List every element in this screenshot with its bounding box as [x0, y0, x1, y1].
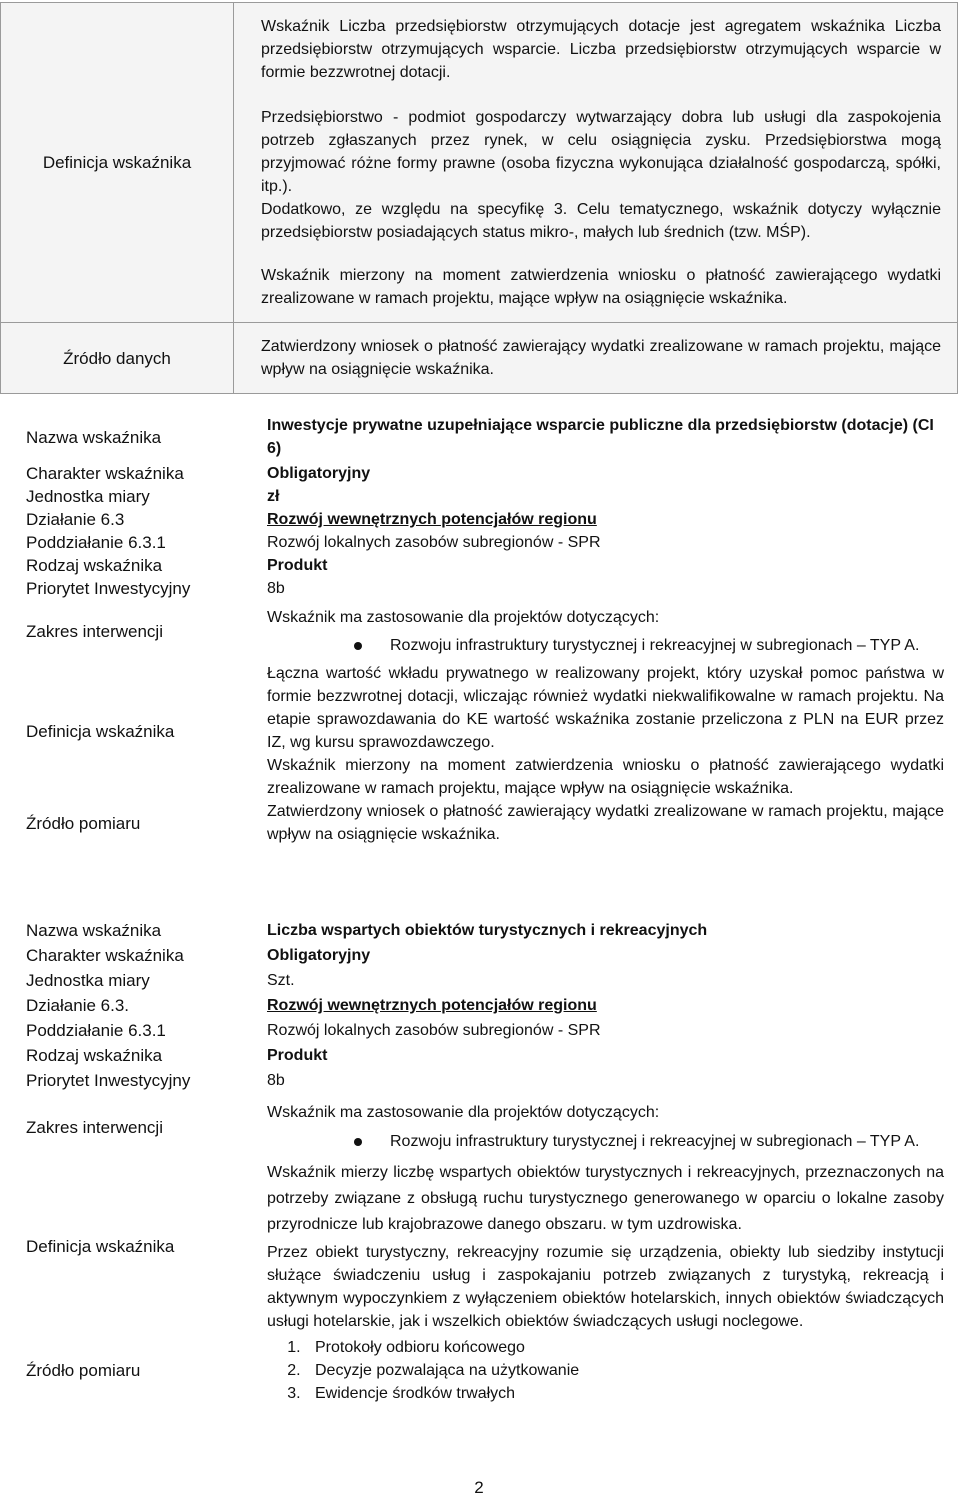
- row-name: [0, 919, 958, 942]
- row-value: Szt.: [267, 972, 295, 989]
- list-item: 1. Protokoły odbioru końcowego: [305, 1336, 944, 1359]
- scope-bullet-item: [26, 1130, 944, 1153]
- row-label: Działanie 6.3.: [26, 996, 130, 1015]
- list-item: 2. Decyzje pozwalająca na użytkowanie: [305, 1359, 944, 1382]
- row-priority: [0, 577, 958, 600]
- row-character: [0, 944, 958, 967]
- page-number: 2: [474, 1478, 484, 1497]
- indicator-name: Inwestycje prywatne uzupełniające wsparcie publiczne dla przedsiębiorstw (dotacje) (CI 6): [267, 417, 934, 457]
- row-priority: [0, 1069, 958, 1092]
- indicator-block-tourism: [0, 919, 958, 1405]
- row-value: zł: [267, 488, 280, 505]
- row-unit: [0, 485, 958, 508]
- scope-value: [267, 606, 958, 657]
- row-label: Nazwa wskaźnika: [26, 921, 162, 940]
- row-type: [0, 1044, 958, 1067]
- row-label: Źródło pomiaru: [26, 1361, 141, 1380]
- row-value: 8b: [267, 1072, 285, 1089]
- source-value: Zatwierdzony wniosek o płatność zawierający wydatki zrealizowane w ramach projektu, mające wpływ na osiągnięcie wskaźnika.: [267, 803, 944, 843]
- row-label: Zakres interwencji: [26, 1117, 163, 1137]
- row-value: Rozwój wewnętrznych potencjałów regionu: [267, 511, 597, 528]
- row-label: Poddziałanie 6.3.1: [26, 533, 166, 552]
- row-definition: [0, 662, 958, 800]
- bullet-icon: [354, 1138, 362, 1146]
- scope-bullet-item: [26, 634, 944, 657]
- source-list: [267, 1336, 944, 1405]
- row-label: Jednostka miary: [26, 971, 150, 990]
- indicator-table-top: [0, 2, 958, 394]
- row-subaction: [0, 531, 958, 554]
- row-label: Charakter wskaźnika: [26, 946, 184, 965]
- row-scope: [0, 1101, 958, 1153]
- definition-paragraph: Wskaźnik mierzy liczbę wspartych obiektów turystycznych i rekreacyjnych, przeznaczonych na potrzeby związane z obsługą ruchu turystycznego generowanego w oparciu o lokalne zasoby przyrodnicze lub krajobrazowe danego obszaru. w tym uzdrowiska.: [267, 1164, 944, 1233]
- row-name: [0, 412, 958, 462]
- definition-paragraph: Łączna wartość wkładu prywatnego w realizowany projekt, który uzyskał pomoc państwa w formie bezzwrotnej dotacji, wliczając również wydatki niekwalifikowalne w ramach projektu. Na etapie sprawozdawania do KE wartość wskaźnika zostanie przeliczona z PLN na EUR przez IZ, wg kursu sprawozdawczego.: [267, 665, 944, 751]
- row-type: [0, 554, 958, 577]
- row-definition: [0, 1160, 958, 1333]
- row-value: Obligatoryjny: [267, 947, 371, 964]
- row-label: Poddziałanie 6.3.1: [26, 1021, 166, 1040]
- row-label: Priorytet Inwestycyjny: [26, 579, 191, 598]
- definition-value: [267, 662, 958, 800]
- row-character: [0, 462, 958, 485]
- row-action: [0, 994, 958, 1017]
- row-source: [0, 1336, 958, 1405]
- row-label: Priorytet Inwestycyjny: [26, 1071, 191, 1090]
- row-unit: [0, 969, 958, 992]
- list-item: 3. Ewidencje środków trwałych: [305, 1382, 944, 1405]
- row-value: Produkt: [267, 557, 328, 574]
- source-label: Źródło danych: [1, 323, 234, 394]
- bullet-icon: [354, 642, 362, 650]
- definition-paragraph: Przedsiębiorstwo - podmiot gospodarczy wytwarzający dobra lub usługi dla zaspokojenia potrzeb zgłaszanych przez rynek, w celu osiągnięcia zysku. Przedsiębiorstwa mogą przyjmować różne formy prawne (osoba fizyczna wykonująca działalność gospodarczą, spółki, itp.).: [261, 109, 941, 195]
- source-value: Zatwierdzony wniosek o płatność zawierający wydatki zrealizowane w ramach projektu, mające wpływ na osiągnięcie wskaźnika.: [234, 323, 958, 394]
- row-label: Rodzaj wskaźnika: [26, 556, 163, 575]
- row-label: Działanie 6.3: [26, 510, 125, 529]
- row-subaction: [0, 1019, 958, 1042]
- row-label: Definicja wskaźnika: [26, 721, 175, 741]
- scope-intro: Wskaźnik ma zastosowanie dla projektów dotyczących:: [267, 1104, 660, 1121]
- row-action: [0, 508, 958, 531]
- row-label: Rodzaj wskaźnika: [26, 1046, 163, 1065]
- row-value: Obligatoryjny: [267, 465, 371, 482]
- row-label: Nazwa wskaźnika: [26, 427, 162, 447]
- definition-value: [267, 1160, 958, 1333]
- definition-paragraph: Wskaźnik mierzony na moment zatwierdzenia wniosku o płatność zawierającego wydatki zrealizowane w ramach projektu, mające wpływ na osiągnięcie wskaźnika.: [267, 757, 944, 797]
- definition-paragraph: Wskaźnik mierzony na moment zatwierdzenia wniosku o płatność zawierającego wydatki zrealizowane w ramach projektu, mające wpływ na osiągnięcie wskaźnika.: [261, 267, 941, 307]
- definition-paragraph: Przez obiekt turystyczny, rekreacyjny rozumie się urządzenia, obiekty lub siedziby instytucji służące świadczeniu usług i zaspokajaniu potrzeb związanych z turystyką, rekreacją i aktywnym wypoczynkiem z wyłączeniem obiektów hotelarskich, innych obiektów świadczących usługi hotelarskie, jak i wszelkich obiektów świadczących usługi noclegowe.: [267, 1244, 944, 1330]
- definition-paragraph: Dodatkowo, ze względu na specyfikę 3. Celu tematycznego, wskaźnik dotyczy wyłącznie przedsiębiorstw posiadających status mikro-, małych lub średnich (tzw. MŚP).: [261, 201, 941, 241]
- definition-paragraph: Wskaźnik Liczba przedsiębiorstw otrzymujących dotacje jest agregatem wskaźnika Liczba przedsiębiorstw otrzymujących wsparcie. Liczba przedsiębiorstw otrzymujących wsparcie w formie bezzwrotnej dotacji.: [261, 18, 941, 81]
- row-value: Rozwój lokalnych zasobów subregionów - SPR: [267, 534, 601, 551]
- row-value: Rozwój wewnętrznych potencjałów regionu: [267, 997, 597, 1014]
- scope-value: [267, 1101, 958, 1153]
- row-value: Rozwój lokalnych zasobów subregionów - SPR: [267, 1022, 601, 1039]
- row-label: Charakter wskaźnika: [26, 464, 184, 483]
- row-label: Zakres interwencji: [26, 622, 163, 641]
- row-label: Jednostka miary: [26, 487, 150, 506]
- definition-label: Definicja wskaźnika: [1, 3, 234, 323]
- source-value: [267, 1336, 958, 1405]
- row-source: [0, 800, 958, 846]
- indicator-name: Liczba wspartych obiektów turystycznych i rekreacyjnych: [267, 922, 708, 939]
- row-label: Źródło pomiaru: [26, 813, 141, 833]
- definition-value: [234, 3, 958, 323]
- row-label: Definicja wskaźnika: [26, 1237, 175, 1256]
- indicator-block-ci6: [0, 412, 958, 846]
- scope-bullet-text: Rozwoju infrastruktury turystycznej i rekreacyjnej w subregionach – TYP A.: [390, 1133, 920, 1150]
- row-scope: [0, 606, 958, 657]
- scope-intro: Wskaźnik ma zastosowanie dla projektów dotyczących:: [267, 609, 660, 626]
- row-value: Produkt: [267, 1047, 328, 1064]
- scope-bullet-text: Rozwoju infrastruktury turystycznej i rekreacyjnej w subregionach – TYP A.: [390, 637, 920, 654]
- row-value: 8b: [267, 580, 285, 597]
